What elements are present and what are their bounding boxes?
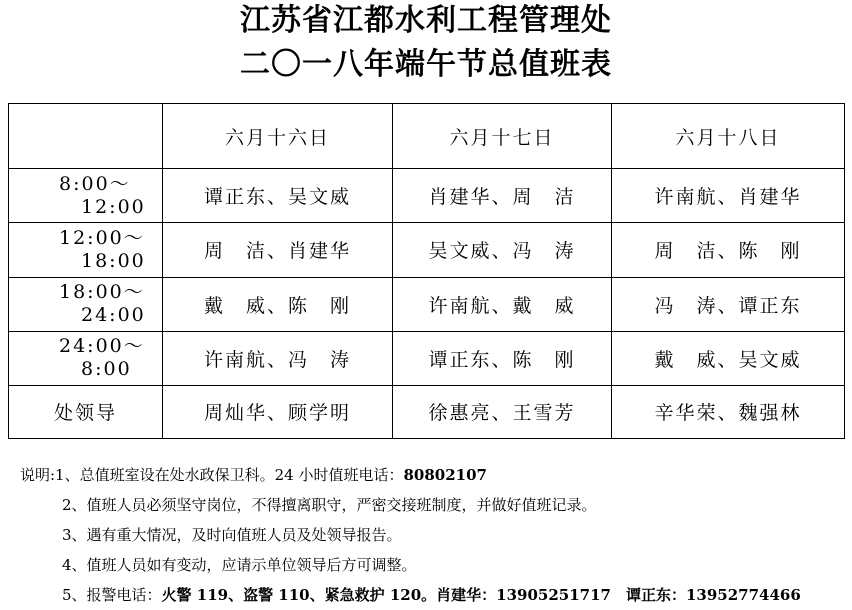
- time-from: 12:00～: [59, 226, 145, 249]
- time-slot-cell: [9, 223, 163, 277]
- header-date-cell: 六月十六日: [163, 104, 393, 169]
- time-from: 18:00～: [59, 281, 145, 304]
- header-corner-cell: [9, 104, 163, 169]
- table-row: [9, 223, 845, 277]
- note-1: [20, 460, 850, 490]
- duty-cell: 周 洁、陈 刚: [612, 223, 845, 277]
- duty-table: [8, 103, 845, 439]
- duty-cell: 许南航、戴 威: [393, 277, 612, 331]
- duty-cell: 吴文威、冯 涛: [393, 223, 612, 277]
- leader-cell: 周灿华、顾学明: [163, 385, 393, 438]
- duty-cell: 许南航、肖建华: [612, 169, 845, 223]
- note-3: 3、遇有重大情况，及时向值班人员及处领导报告。: [62, 526, 402, 544]
- notes-section: [20, 460, 850, 610]
- duty-cell: 戴 威、陈 刚: [163, 277, 393, 331]
- duty-cell: 许南航、冯 涛: [163, 331, 393, 385]
- note-5: [20, 580, 850, 610]
- leader-label-cell: 处领导: [9, 385, 163, 438]
- leader-row: [9, 385, 845, 438]
- table-row: [9, 277, 845, 331]
- table-row: [9, 169, 845, 223]
- duty-phone: 80802107: [403, 466, 487, 484]
- time-to: 12:00: [81, 195, 146, 218]
- time-from: 24:00～: [59, 335, 145, 358]
- time-slot-cell: [9, 169, 163, 223]
- time-from: 8:00～: [59, 172, 131, 195]
- duty-cell: 肖建华、周 洁: [393, 169, 612, 223]
- table-header-row: [9, 104, 845, 169]
- time-to: 24:00: [81, 304, 146, 327]
- document-subtitle: 二〇一八年端午节总值班表: [240, 47, 612, 82]
- time-slot-cell: [9, 331, 163, 385]
- note-1-text: 说明:1、总值班室设在处水政保卫科。24 小时值班电话：: [20, 466, 404, 484]
- duty-cell: 周 洁、肖建华: [163, 223, 393, 277]
- document-title: 江苏省江都水利工程管理处: [240, 3, 612, 38]
- note-5-text: 5、报警电话：: [62, 586, 162, 604]
- duty-cell: 冯 涛、谭正东: [612, 277, 845, 331]
- duty-cell: 谭正东、陈 刚: [393, 331, 612, 385]
- duty-cell: 谭正东、吴文威: [163, 169, 393, 223]
- leader-cell: 辛华荣、魏强林: [612, 385, 845, 438]
- header-date-cell: 六月十八日: [612, 104, 845, 169]
- table-row: [9, 331, 845, 385]
- time-slot-cell: [9, 277, 163, 331]
- emergency-phones: 火警 119、盗警 110、紧急救护 120。肖建华：13905251717 谭正东：13952774466: [161, 586, 801, 604]
- time-to: 8:00: [81, 358, 132, 381]
- note-2: 2、值班人员必须坚守岗位，不得擅离职守，严密交接班制度，并做好值班记录。: [62, 496, 597, 514]
- leader-cell: 徐惠亮、王雪芳: [393, 385, 612, 438]
- header-date-cell: 六月十七日: [393, 104, 612, 169]
- duty-cell: 戴 威、吴文威: [612, 331, 845, 385]
- time-to: 18:00: [81, 249, 146, 272]
- note-4: 4、值班人员如有变动，应请示单位领导后方可调整。: [62, 556, 417, 574]
